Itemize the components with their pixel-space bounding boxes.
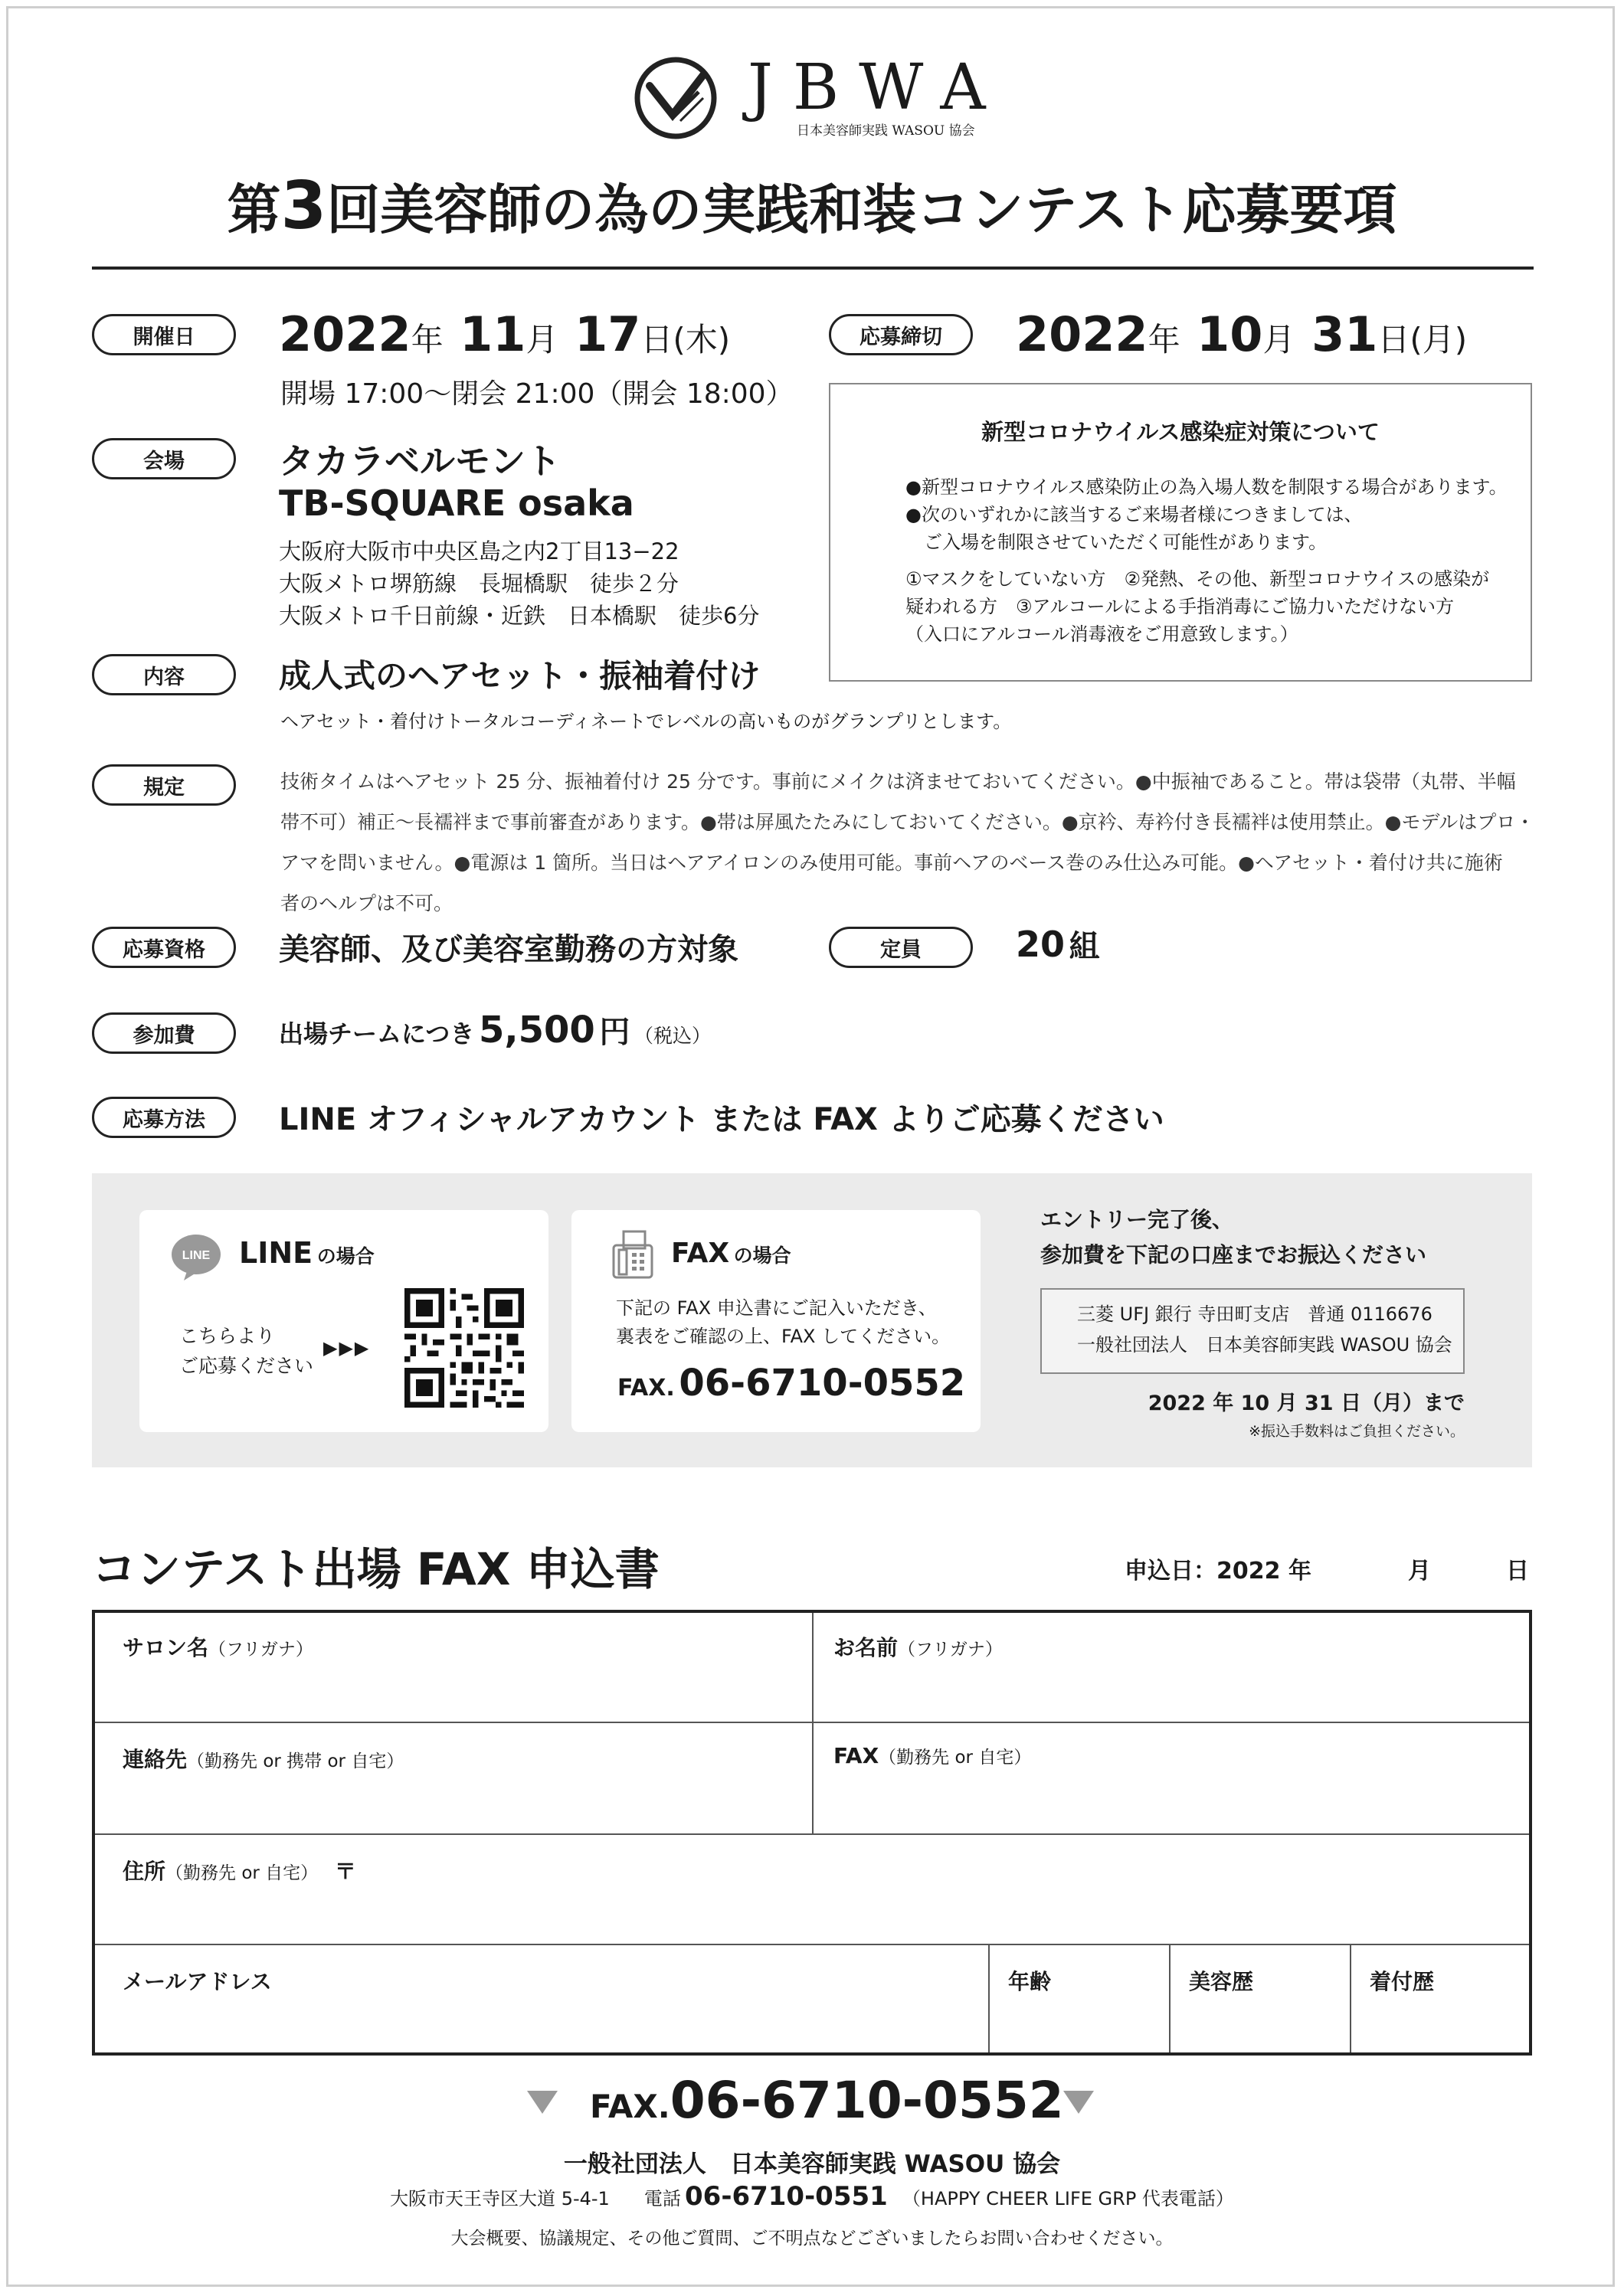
rules-text	[280, 761, 1534, 924]
payment-note: ※振込手数料はご負担ください。	[1249, 1423, 1465, 1440]
qr-code-icon[interactable]	[404, 1288, 524, 1408]
address-sub: （勤務先 or 自宅）	[165, 1863, 319, 1883]
deadline-day: 31	[1311, 306, 1378, 362]
event-day-unit: 日	[640, 321, 673, 358]
bank-account-box	[1040, 1288, 1465, 1374]
deadline-month: 10	[1197, 306, 1263, 362]
person-name-field[interactable]	[833, 1631, 1003, 1662]
event-date	[279, 306, 731, 362]
payment-title	[1040, 1202, 1426, 1273]
postal-mark: 〒	[334, 1859, 356, 1884]
form-col-divider-2	[988, 1944, 990, 2052]
fax-title-suffix: の場合	[733, 1244, 791, 1267]
fax-text-2: 裏表をご確認の上、FAX してください。	[616, 1326, 951, 1348]
payment-deadline: 2022 年 10 月 31 日（月）まで	[1148, 1392, 1465, 1415]
salon-name-label: サロン名	[123, 1635, 209, 1660]
fee-tax: （税込）	[634, 1025, 711, 1047]
form-day-label: 日	[1506, 1558, 1529, 1585]
page-title	[0, 170, 1624, 243]
fee-prefix: 出場チームにつき	[279, 1019, 475, 1048]
venue-pill: 会場	[92, 438, 236, 479]
footer-contact	[0, 2181, 1624, 2212]
email-field[interactable]	[123, 1965, 272, 1996]
venue-name-2: TB-SQUARE osaka	[279, 482, 634, 524]
line-icon-text: LINE	[182, 1249, 211, 1262]
form-title: コンテスト出場 FAX 申込書	[92, 1543, 660, 1595]
corona-line-6: （入口にアルコール消毒液をご用意致します。）	[905, 623, 1298, 645]
method-text: LINE オフィシャルアカウント または FAX よりご応募ください	[279, 1102, 1164, 1137]
form-date-label: 申込日：2022 年	[1125, 1558, 1311, 1585]
venue-address: 大阪府大阪市中央区島之内2丁目13−22	[279, 538, 679, 564]
fax-field[interactable]	[833, 1743, 1031, 1768]
arrow-icon: ▶▶▶	[323, 1337, 371, 1359]
content-title: 成人式のヘアセット・振袖着付け	[279, 657, 761, 695]
line-text-2: ご応募ください	[179, 1354, 314, 1377]
venue-address-block	[279, 536, 759, 632]
rules-line-1: 技術タイムはヘアセット 25 分、振袖着付け 25 分です。事前にメイクは済ませておいてください。●中振袖であること。帯は袋帯（丸帯、半幅	[280, 770, 1516, 793]
corona-line-5: 疑われる方 ③アルコールによる手指消毒にご協力いただけない方	[905, 596, 1455, 617]
venue-access-1: 大阪メトロ堺筋線 長堀橋駅 徒歩２分	[279, 570, 679, 597]
form-month-label: 月	[1408, 1558, 1431, 1585]
bank-line-1: 三菱 UFJ 銀行 寺田町支店 普通 0116676	[1077, 1303, 1432, 1325]
bank-line-2: 一般社団法人 日本美容師実践 WASOU 協会	[1077, 1334, 1452, 1356]
salon-name-sub: （フリガナ）	[208, 1640, 313, 1660]
logo-subtitle: 日本美容師実践 WASOU 協会	[797, 123, 975, 139]
rules-pill: 規定	[92, 764, 236, 806]
deadline-date	[1016, 306, 1468, 362]
title-prefix: 第	[227, 178, 281, 241]
footer-fax-label: FAX.	[590, 2088, 670, 2125]
application-form	[92, 1610, 1532, 2056]
line-card-text	[179, 1322, 313, 1382]
line-title-suffix: の場合	[316, 1245, 375, 1267]
footer-tel-note: （HAPPY CHEER LIFE GRP 代表電話）	[902, 2188, 1234, 2209]
fee-unit: 円	[599, 1015, 630, 1050]
fax-field-label: FAX	[833, 1743, 879, 1768]
person-name-sub: （フリガナ）	[898, 1640, 1003, 1660]
content-pill: 内容	[92, 654, 236, 695]
method-pill: 応募方法	[92, 1097, 236, 1138]
event-year-unit: 年	[411, 321, 444, 358]
form-col-divider-3	[1169, 1944, 1171, 2052]
rules-line-3: アマを問いません。●電源は 1 箇所。当日はヘアアイロンのみ使用可能。事前ヘアのベース巻のみ仕込み可能。●ヘアセット・着付け共に施術	[280, 852, 1503, 874]
fax-machine-icon	[611, 1230, 654, 1280]
event-day: 17	[575, 306, 641, 362]
salon-name-field[interactable]	[123, 1631, 313, 1662]
corona-notice-box	[829, 383, 1532, 682]
title-suffix: 回美容師の為の実践和装コンテスト応募要項	[326, 178, 1397, 241]
fax-card	[571, 1210, 981, 1432]
contact-field[interactable]	[123, 1743, 404, 1774]
footer-org: 一般社団法人 日本美容師実践 WASOU 協会	[563, 2150, 1061, 2178]
fax-card-text	[616, 1294, 950, 1351]
capacity-number: 20	[1016, 924, 1066, 965]
rules-line-2: 帯不可）補正〜長襦袢まで事前審査があります。●帯は屏風たたみにしておいてください。●京衿、寿衿付き長襦袢は使用禁止。●モデルはプロ・	[280, 811, 1535, 833]
title-number: 3	[280, 168, 327, 244]
eligibility-pill: 応募資格	[92, 927, 236, 968]
rules-line-4: 者のヘルプは不可。	[280, 892, 453, 914]
event-times: 開場 17:00〜閉会 21:00（開会 18:00）	[280, 378, 794, 410]
age-label: 年齢	[1008, 1969, 1052, 1994]
fax-field-sub: （勤務先 or 自宅）	[879, 1748, 1032, 1768]
kitsuke-experience-field[interactable]	[1370, 1965, 1434, 1996]
jbwa-logo-icon	[633, 55, 719, 141]
form-row-divider-3	[95, 1944, 1529, 1945]
corona-line-2: ●次のいずれかに該当するご来場者様につきましては、	[905, 504, 1363, 525]
payment-title-2: 参加費を下記の口座までお振込ください	[1040, 1242, 1427, 1268]
deadline-year-unit: 年	[1148, 321, 1180, 358]
corona-line-1: ●新型コロナウイルス感染防止の為入場人数を制限する場合があります。	[905, 476, 1508, 498]
beauty-experience-label: 美容歴	[1189, 1969, 1254, 1994]
person-name-label: お名前	[833, 1635, 899, 1660]
kitsuke-experience-label: 着付歴	[1370, 1969, 1435, 1994]
beauty-experience-field[interactable]	[1189, 1965, 1253, 1996]
line-app-icon	[170, 1233, 222, 1280]
fax-card-title	[671, 1238, 791, 1269]
footer-fax-number: 06-6710-0552	[670, 2071, 1064, 2130]
fax-title: FAX	[671, 1238, 730, 1269]
fax-text-1: 下記の FAX 申込書にご記入いただき、	[616, 1297, 937, 1319]
event-month-unit: 月	[526, 321, 558, 358]
capacity-pill: 定員	[829, 927, 973, 968]
event-date-pill: 開催日	[92, 314, 236, 355]
down-triangle-left-icon	[527, 2091, 558, 2114]
venue-access-2: 大阪メトロ千日前線・近鉄 日本橋駅 徒歩6分	[279, 602, 760, 629]
deadline-pill: 応募締切	[829, 314, 973, 355]
form-col-divider-4	[1350, 1944, 1351, 2052]
title-rule	[92, 267, 1534, 270]
capacity-value	[1016, 922, 1100, 966]
age-field[interactable]	[1008, 1965, 1051, 1996]
line-card	[139, 1210, 548, 1432]
deadline-day-unit: 日	[1377, 321, 1410, 358]
form-col-divider-1	[812, 1613, 814, 1835]
logo-text: JBWA	[748, 51, 1006, 124]
email-label: メールアドレス	[123, 1969, 272, 1994]
fee-amount: 5,500	[478, 1009, 595, 1052]
deadline-year: 2022	[1016, 306, 1148, 362]
deadline-weekday: (月)	[1410, 321, 1468, 358]
line-title: LINE	[239, 1236, 313, 1270]
down-triangle-right-icon	[1063, 2091, 1094, 2114]
contact-label: 連絡先	[123, 1747, 188, 1772]
address-label: 住所	[123, 1859, 166, 1884]
address-field[interactable]	[123, 1855, 356, 1886]
line-card-title	[239, 1236, 375, 1270]
corona-line-4: ①マスクをしていない方 ②発熱、その他、新型コロナウイスの感染が	[905, 568, 1490, 590]
venue-name-1: タカラベルモント	[279, 440, 561, 482]
corona-title: 新型コロナウイルス感染症対策について	[981, 419, 1380, 445]
footer-tel-label: 電話	[643, 2188, 681, 2209]
fax-card-number	[617, 1362, 965, 1405]
event-month: 11	[460, 306, 526, 362]
footer-fax	[590, 2071, 1064, 2130]
contact-sub: （勤務先 or 携帯 or 自宅）	[187, 1751, 404, 1771]
payment-title-1: エントリー完了後、	[1040, 1207, 1234, 1232]
footer-tel-number: 06-6710-0551	[685, 2181, 888, 2212]
footer-address: 大阪市天王寺区大道 5-4-1	[390, 2188, 610, 2209]
event-weekday: (木)	[673, 321, 731, 358]
line-text-1: こちらより	[179, 1325, 276, 1347]
corona-line-3: ご入場を制限させていただく可能性があります。	[905, 531, 1328, 553]
content-description: ヘアセット・着付けトータルコーディネートでレベルの高いものがグランプリとします。	[280, 711, 1012, 732]
fee-value	[279, 1008, 711, 1052]
deadline-month-unit: 月	[1262, 321, 1295, 358]
capacity-unit: 組	[1069, 929, 1100, 964]
fax-card-digits: 06-6710-0552	[679, 1362, 966, 1405]
event-year: 2022	[279, 306, 411, 362]
fax-card-label: FAX.	[617, 1375, 675, 1401]
fee-pill: 参加費	[92, 1012, 236, 1054]
footer-note: 大会概要、協議規定、その他ご質問、ご不明点などございましたらお問い合わせください。	[450, 2229, 1174, 2249]
eligibility-text: 美容師、及び美容室勤務の方対象	[279, 932, 738, 967]
